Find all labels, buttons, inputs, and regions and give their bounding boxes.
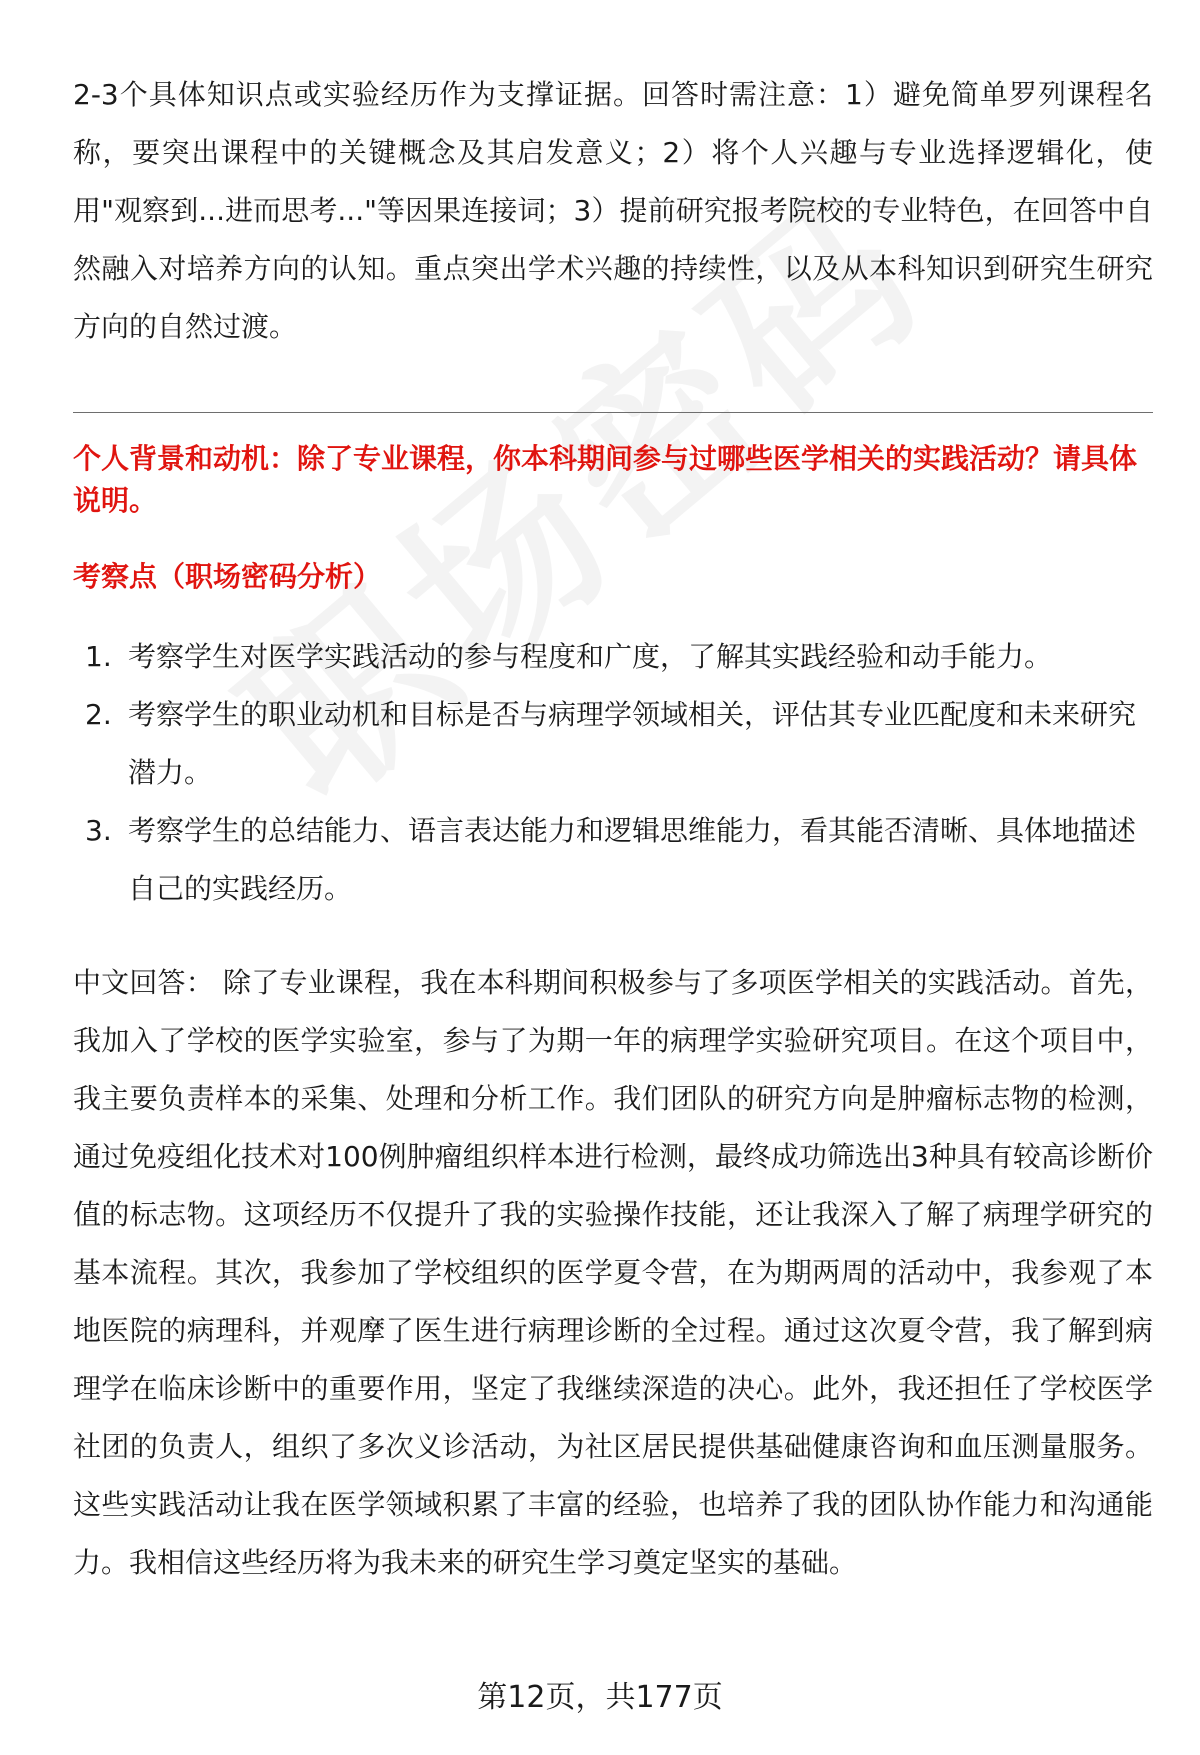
- point-text: 考察学生对医学实践活动的参与程度和广度，了解其实践经验和动手能力。: [128, 640, 1053, 673]
- point-text: 考察学生的职业动机和目标是否与病理学领域相关，评估其专业匹配度和未来研究潜力。: [128, 698, 1137, 789]
- assessment-points-list: [73, 628, 1153, 918]
- point-number: 1.: [85, 640, 112, 673]
- assessment-point: [73, 628, 1153, 686]
- point-text: 考察学生的总结能力、语言表达能力和逻辑思维能力，看其能否清晰、具体地描述自己的实践经历。: [128, 814, 1137, 905]
- answer-paragraph: 中文回答： 除了专业课程，我在本科期间积极参与了多项医学相关的实践活动。首先，我加入了学校的医学实验室，参与了为期一年的病理学实验研究项目。在这个项目中，我主要负责样本的采集、处理和分析工作。我们团队的研究方向是肿瘤标志物的检测，通过免疫组化技术对100例肿瘤组织样本进行检测，最终成功筛选出3种具有较高诊断价值的标志物。这项经历不仅提升了我的实验操作技能，还让我深入了解了病理学研究的基本流程。其次，我参加了学校组织的医学夏令营，在为期两周的活动中，我参观了本地医院的病理科，并观摩了医生进行病理诊断的全过程。通过这次夏令营，我了解到病理学在临床诊断中的重要作用，坚定了我继续深造的决心。此外，我还担任了学校医学社团的负责人，组织了多次义诊活动，为社区居民提供基础健康咨询和血压测量服务。这些实践活动让我在医学领域积累了丰富的经验，也培养了我的团队协作能力和沟通能力。我相信这些经历将为我未来的研究生学习奠定坚实的基础。: [73, 966, 1153, 1579]
- question-heading: 个人背景和动机：除了专业课程，你本科期间参与过哪些医学相关的实践活动？请具体说明。: [73, 442, 1138, 517]
- page-number-footer: 第12页，共177页: [477, 1680, 723, 1715]
- assessment-point: [73, 802, 1153, 918]
- point-number: 2.: [85, 698, 112, 731]
- point-number: 3.: [85, 814, 112, 847]
- assessment-heading: 考察点（职场密码分析）: [73, 560, 382, 593]
- intro-paragraph: 2-3个具体知识点或实验经历作为支撑证据。回答时需注意：1）避免简单罗列课程名称，要突出课程中的关键概念及其启发意义；2）将个人兴趣与专业选择逻辑化，使用"观察到...进而思考..."等因果连接词；3）提前研究报考院校的专业特色，在回答中自然融入对培养方向的认知。重点突出学术兴趣的持续性，以及从本科知识到研究生研究方向的自然过渡。: [73, 78, 1153, 343]
- section-divider: [73, 412, 1153, 413]
- assessment-point: [73, 686, 1153, 802]
